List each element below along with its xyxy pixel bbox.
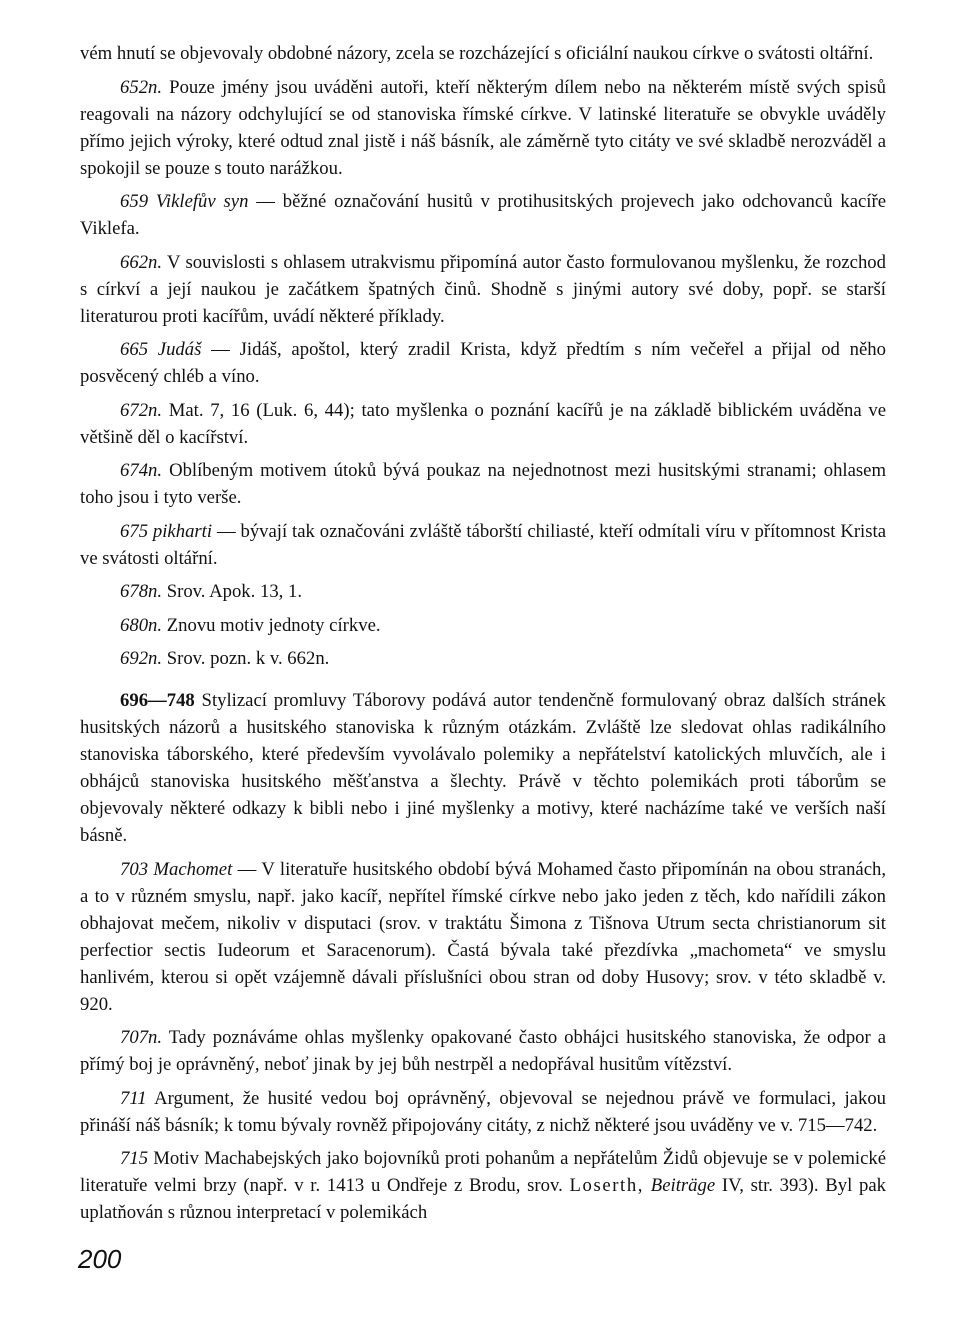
note-term: Machomet: [153, 858, 233, 880]
note-term: Viklefův syn: [155, 191, 249, 212]
note-text: Mat. 7, 16 (Luk. 6, 44); tato myšlenka o poznání kacířů je na základě biblickém uváděna ve většině děl o kacířství.: [80, 399, 887, 448]
note-ref: 707n.: [120, 1027, 163, 1048]
note-ref: 711: [120, 1087, 147, 1109]
note-text: — V literatuře husitského období bývá Mohamed často připomínán na obou stranách, a to v různém smyslu, např. jako kacíř, nepřítel římské církve nebo jako jeden z těch, kdo nařídili zákon obhajovat mečem, nikoliv v disputaci (srov. v traktátu Šimona z Tišnova Utrum secta christianorum sit perfectior sectis Iudeorum et Saracenorum). Častá bývala také přezdívka „machometa“ ve smyslu hanlivém, kterou si opět vzájemně dávali příslušníci obou stran od doby Husovy; srov. v této skladbě v. 920.: [80, 858, 887, 1015]
note-659: [80, 188, 886, 242]
note-ref: 665: [120, 339, 149, 360]
page-number: 200: [78, 1244, 122, 1274]
note-text: Motiv Machabejských jako bojovníků proti pohanům a nepřátelům Židů objevuje se v polemické literatuře velmi brzy (např. v r. 1413 u Ondřeje z Brodu, srov.: [80, 1148, 887, 1196]
note-ref: 715: [120, 1148, 149, 1169]
note-text: Tady poznáváme ohlas myšlenky opakované často obhájci husitského stanoviska, že odpor a přímý boj je oprávněný, neboť jinak by jej bůh nestrpěl a nedopřával husitům vítězství.: [80, 1027, 886, 1075]
note-text: Oblíbeným motivem útoků bývá poukaz na nejednotnost mezi husitskými stranami; ohlasem toho jsou i tyto verše.: [80, 460, 887, 508]
note-678n: [80, 578, 886, 605]
note-text: Znovu motiv jednoty církve.: [166, 614, 381, 636]
note-675: [80, 518, 886, 572]
note-text: Argument, že husité vedou boj oprávněný, objevoval se nejednou právě ve formulaci, jakou přináší náš básník; k tomu bývaly rovněž připojovány citáty, z nichž některé jsou uváděny ve v. 715—742.: [80, 1087, 887, 1136]
note-707n: [80, 1024, 886, 1078]
note-text: IV, str. 393). Byl pak uplatňován s různou interpretací v polemikách: [80, 1175, 887, 1223]
note-text: — bývají tak označováni zvláště táborští chiliasté, kteří odmítali víru v přítomnost Krista ve svátosti oltářní.: [80, 520, 887, 569]
note-692n: [80, 645, 886, 672]
note-ref: 662n.: [120, 251, 163, 273]
cited-author: Loserth,: [569, 1175, 645, 1196]
note-ref: 692n.: [120, 648, 163, 669]
commentary-notes: [80, 40, 886, 1226]
note-696-748: [80, 687, 886, 849]
note-text: — Jidáš, apoštol, který zradil Krista, když předtím s ním večeřel a přijal od něho posvěcený chléb a víno.: [80, 339, 886, 387]
note-662n: [80, 249, 886, 330]
note-672n: [80, 397, 886, 451]
note-703: [80, 856, 886, 1018]
note-term: pikharti: [152, 520, 213, 542]
page: [80, 40, 886, 1226]
note-680n: [80, 612, 886, 639]
note-711: [80, 1085, 886, 1139]
cited-book-title: Beiträge: [650, 1175, 716, 1196]
note-ref: 703: [120, 858, 149, 880]
note-ref: 652n.: [120, 76, 163, 98]
note-text: — běžné označování husitů v protihusitských projevech jako odchovanců kacíře Viklefa.: [80, 191, 887, 239]
note-ref: 696—748: [120, 690, 195, 711]
note-text: Srov. Apok. 13, 1.: [166, 581, 303, 602]
note-ref: 659: [120, 191, 149, 212]
note-665: [80, 336, 886, 390]
note-text: Stylizací promluvy Táborovy podává autor tendenčně formulovaný obraz dalších stránek husitských názorů a husitského stanoviska k různým otázkám. Zvláště lze sledovat ohlas radikálního stanoviska táborského, které především vyvolávalo polemiky a nepřátelství katolických mluvčích, ale i obhájců stanoviska husitského měšťanstva a šlechty. Právě v těchto polemikách proti táborům se objevovaly některé odkazy k bibli nebo i jiné myšlenky a motivy, které nacházíme také ve verších naší básně.: [80, 690, 887, 846]
note-ref: 675: [120, 520, 149, 542]
note-674n: [80, 457, 886, 511]
note-ref: 678n.: [120, 581, 163, 602]
note-ref: 672n.: [120, 399, 163, 421]
note-text: Pouze jmény jsou uváděni autoři, kteří některým dílem nebo na některém místě svých spisů reagovali na názory odchylující se od stanoviska římské církve. V latinské literatuře se obvykle uváděly přímo jejich výroky, které odtud znal jistě i náš básník, ale záměrně tyto citáty ve své skladbě nerozváděl a spokojil se pouze s touto narážkou.: [80, 76, 886, 179]
note-text: vém hnutí se objevovaly obdobné názory, zcela se rozcházející s oficiální naukou církve o svátosti oltářní.: [80, 43, 874, 64]
note-652n: [80, 74, 886, 182]
note-715: [80, 1145, 886, 1226]
note-text: Srov. pozn. k v. 662n.: [166, 648, 330, 669]
note-ref: 680n.: [120, 614, 163, 636]
note-text: V souvislosti s ohlasem utrakvismu připomíná autor často formulovanou myšlenku, že rozchod s církví a její naukou je začátkem špatných činů. Shodně s jinými autory své doby, popř. se starší literaturou proti kacířům, uvádí některé příklady.: [80, 251, 886, 327]
note-continuation: [80, 40, 886, 67]
note-ref: 674n.: [120, 460, 163, 481]
note-term: Judáš: [157, 339, 202, 360]
